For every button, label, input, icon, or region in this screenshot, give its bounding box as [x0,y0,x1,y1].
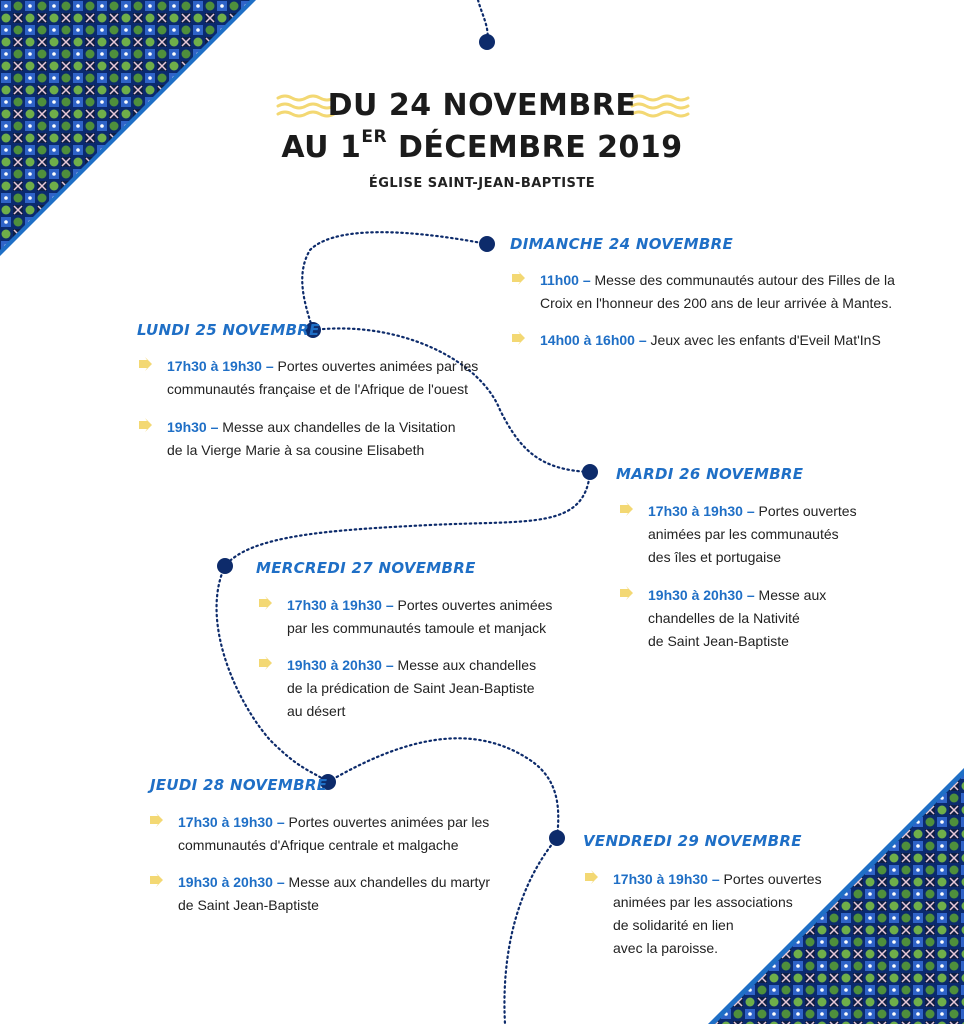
day-label-mercredi: MERCREDI 27 NOVEMBRE [256,559,476,577]
event-time: 19h30 [167,419,207,435]
event-dimanche-1: 11h00 – Messe des communautés autour des Filles de la Croix en l'honneur des 200 ans de leur arrivée à Mantes. [540,269,895,315]
event-text: Messe aux [758,587,827,603]
yellow-arrow-icon [137,418,157,432]
event-time: 19h30 à 20h30 [648,587,743,603]
event-text-cont: au désert [287,703,346,719]
waypoint-mardi [582,464,598,480]
yellow-arrow-icon [618,502,638,516]
event-time: 11h00 [540,272,579,288]
day-label-mardi: MARDI 26 NOVEMBRE [616,465,804,483]
event-text: Messe aux chandelles [397,657,537,673]
event-time: 17h30 à 19h30 [648,503,743,519]
top-left-pattern-corner [0,0,256,256]
event-text-cont: de solidarité en lien [613,917,734,933]
event-text: Portes ouvertes animées [397,597,553,613]
event-text-cont: par les communautés tamoule et manjack [287,620,547,636]
yellow-arrow-icon [618,586,638,600]
event-lundi-1: 17h30 à 19h30 – Portes ouvertes animées par les communautés française et de l'Afrique de l'ouest [167,355,478,401]
event-time: 17h30 à 19h30 [167,358,262,374]
day-label-lundi: LUNDI 25 NOVEMBRE [137,321,320,339]
yellow-arrow-icon [137,357,157,371]
event-jeudi-2: 19h30 à 20h30 – Messe aux chandelles du martyr de Saint Jean-Baptiste [178,871,490,917]
yellow-arrow-icon [257,656,277,670]
waypoint-mercredi [217,558,233,574]
event-text-cont: de la prédication de Saint Jean-Baptiste [287,680,535,696]
event-text-cont: de Saint Jean-Baptiste [178,897,319,913]
day-label-jeudi: JEUDI 28 NOVEMBRE [150,776,328,794]
event-mercredi-2: 19h30 à 20h30 – Messe aux chandelles de la prédication de Saint Jean-Baptiste au désert [287,654,536,723]
yellow-arrow-icon [583,870,603,884]
event-text-cont: des îles et portugaise [648,549,782,565]
day-label-vendredi: VENDREDI 29 NOVEMBRE [583,832,802,850]
event-text: Portes ouvertes [723,871,822,887]
event-text: Messe des communautés autour des Filles de la [594,272,895,288]
event-mardi-2: 19h30 à 20h30 – Messe aux chandelles de la Nativité de Saint Jean-Baptiste [648,584,826,653]
waypoint-vendredi [549,830,565,846]
event-time: 17h30 à 19h30 [178,814,273,830]
yellow-arrow-icon [148,873,168,887]
event-text-cont: avec la paroisse. [613,940,719,956]
event-text: Messe aux chandelles de la Visitation [222,419,456,435]
event-time: 19h30 à 20h30 [287,657,382,673]
event-vendredi-1: 17h30 à 19h30 – Portes ouvertes animées par les associations de solidarité en lien avec la paroisse. [613,868,822,960]
event-lundi-2: 19h30 – Messe aux chandelles de la Visitation de la Vierge Marie à sa cousine Elisabeth [167,416,456,462]
event-text-cont: animées par les associations [613,894,793,910]
waypoint-top [479,34,495,50]
event-text: Portes ouvertes animées par les [277,358,479,374]
event-text: Messe aux chandelles du martyr [288,874,491,890]
event-text-cont: communautés d'Afrique centrale et malgache [178,837,459,853]
yellow-arrow-icon [510,331,530,345]
event-time: 14h00 à 16h00 [540,332,635,348]
yellow-arrow-icon [148,813,168,827]
yellow-arrow-icon [510,271,530,285]
event-time: 17h30 à 19h30 [613,871,708,887]
title-superscript: ER [361,127,388,147]
event-jeudi-1: 17h30 à 19h30 – Portes ouvertes animées par les communautés d'Afrique centrale et malgache [178,811,489,857]
event-mardi-1: 17h30 à 19h30 – Portes ouvertes animées par les communautés des îles et portugaise [648,500,857,569]
title-line-2-suffix: DÉCEMBRE 2019 [387,130,683,165]
event-time: 19h30 à 20h30 [178,874,273,890]
venue-name: ÉGLISE SAINT-JEAN-BAPTISTE [368,176,596,191]
event-mercredi-1: 17h30 à 19h30 – Portes ouvertes animées par les communautés tamoule et manjack [287,594,552,640]
title-line-2 [0,127,964,165]
event-text-cont: communautés française et de l'Afrique de l'ouest [167,381,469,397]
event-text-cont: Croix en l'honneur des 200 ans de leur arrivée à Mantes. [540,295,893,311]
event-time: 17h30 à 19h30 [287,597,382,613]
event-text-cont: chandelles de la Nativité [648,610,800,626]
waypoint-dimanche [479,236,495,252]
title-line-2-prefix: AU 1 [281,130,362,165]
title-line-1: DU 24 NOVEMBRE [327,88,637,123]
event-text: Jeux avec les enfants d'Eveil Mat'InS [650,332,881,348]
event-text-cont: animées par les communautés [648,526,839,542]
event-text: Portes ouvertes [758,503,857,519]
event-text-cont: de Saint Jean-Baptiste [648,633,789,649]
yellow-arrow-icon [257,596,277,610]
day-label-dimanche: DIMANCHE 24 NOVEMBRE [510,235,734,253]
event-text: Portes ouvertes animées par les [288,814,490,830]
event-dimanche-2: 14h00 à 16h00 – Jeux avec les enfants d'Eveil Mat'InS [540,329,881,352]
event-text-cont: de la Vierge Marie à sa cousine Elisabeth [167,442,425,458]
